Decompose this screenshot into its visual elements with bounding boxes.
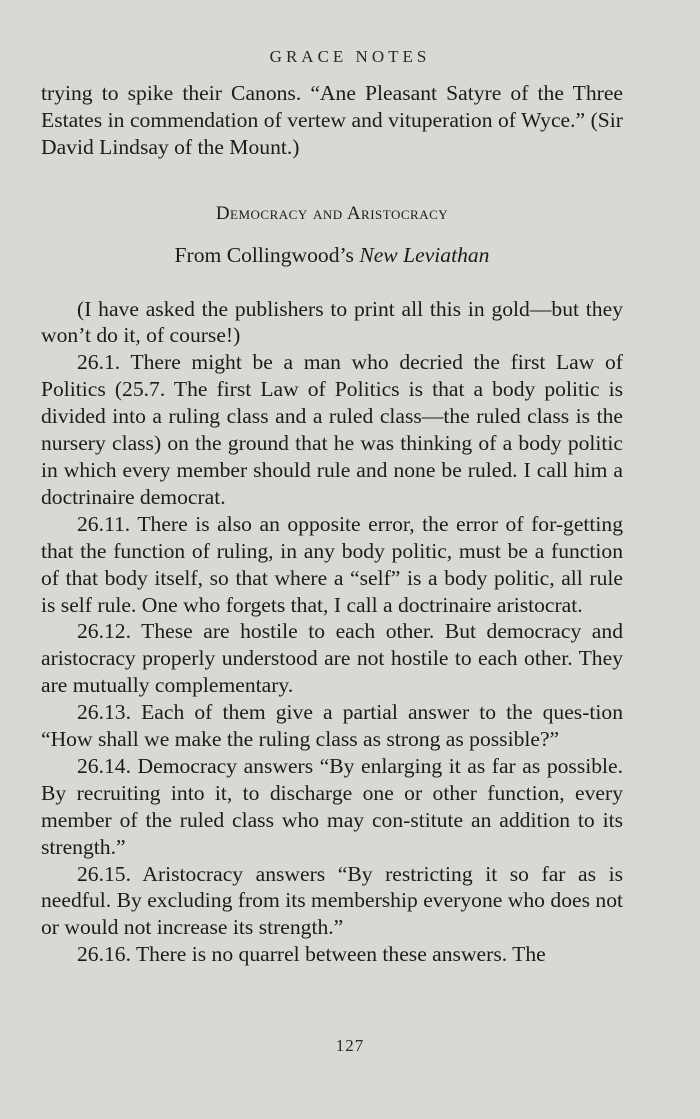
- intro-paragraph: trying to spike their Canons. “Ane Pleasant Satyre of the Three Estates in commendation of vertew and vituperation of Wyce.” (Sir David Lindsay of the Mount.): [41, 81, 623, 159]
- source-prefix: From Collingwood’s: [174, 242, 360, 267]
- section-source: [41, 242, 623, 269]
- paragraph-26-1: 26.1. There might be a man who decried the first Law of Politics (25.7. The first Law of Politics is that a body politic is divided into a ruling class and a ruled class—the ruled class is the nursery class) on the ground that he was thinking of a body politic in which every member should rule and none be ruled. I call him a doctrinaire democrat.: [41, 350, 623, 509]
- paragraph-26-15: 26.15. Aristocracy answers “By restricting it so far as is needful. By excluding from its membership everyone who does not or would not increase its strength.”: [41, 861, 623, 940]
- paragraph-note: (I have asked the publishers to print all this in gold—but they won’t do it, of course!): [41, 296, 623, 348]
- paragraph-26-13: 26.13. Each of them give a partial answer to the ques-tion “How shall we make the ruling class as strong as possible?”: [41, 700, 623, 752]
- source-title: New Leviathan: [359, 242, 490, 267]
- paragraph-26-14: 26.14. Democracy answers “By enlarging it as far as possible. By recruiting into it, to discharge one or other function, every member of the ruled class who may con-stitute an addition to its strength.”: [41, 753, 623, 859]
- page-number: 127: [335, 1036, 365, 1055]
- page-body: [41, 80, 623, 968]
- paragraph-26-12: 26.12. These are hostile to each other. But democracy and aristocracy properly understood are not hostile to each other. They are mutually complementary.: [41, 619, 623, 698]
- paragraph-26-16: 26.16. There is no quarrel between these answers. The: [77, 942, 546, 967]
- section-heading: Democracy and Aristocracy: [215, 202, 449, 224]
- running-head: GRACE NOTES: [269, 47, 431, 66]
- paragraph-26-11: 26.11. There is also an opposite error, the error of for-getting that the function of ruling, in any body politic, must be a function of that body itself, so that where a “self” is a body politic, all rule is self rule. One who forgets that, I call a doctrinaire aristocrat.: [41, 511, 623, 617]
